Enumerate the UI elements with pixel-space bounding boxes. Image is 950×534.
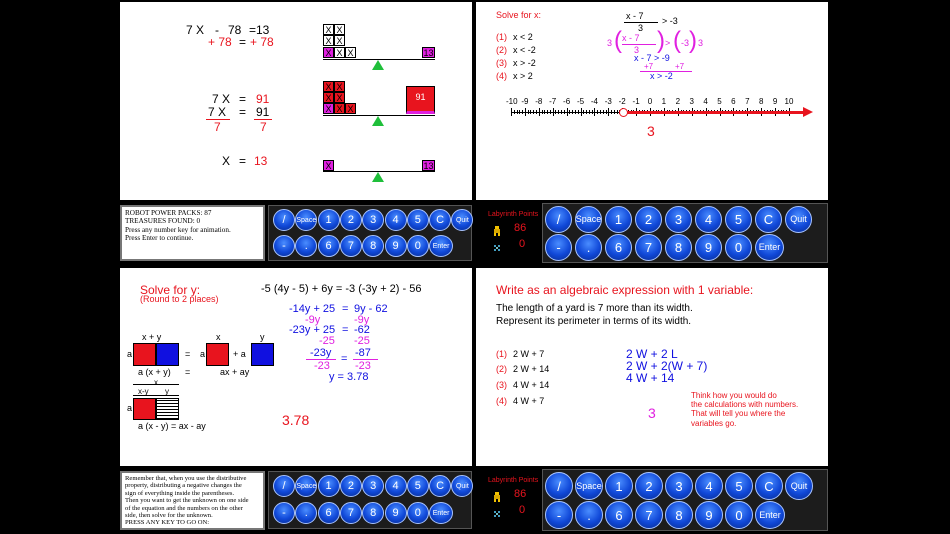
step5-rnum: -87	[355, 347, 371, 359]
key-6[interactable]: 6	[605, 501, 633, 529]
rect-y	[251, 343, 274, 366]
robot-icon	[493, 489, 501, 499]
robot-icon	[493, 223, 501, 233]
minus-key[interactable]: -	[545, 501, 573, 529]
key-7[interactable]: 7	[340, 502, 362, 524]
hint-text	[691, 391, 798, 428]
key-7[interactable]: 7	[340, 235, 362, 257]
work2-den: 3	[634, 45, 640, 55]
status-line: Remember that, when you use the distributive	[125, 475, 247, 482]
step5-lnum: -23y	[310, 347, 332, 359]
key-8[interactable]: 8	[362, 502, 384, 524]
fraction-bar	[622, 44, 656, 45]
option-number: (1)	[496, 349, 507, 359]
eq2-rhs: + 78	[250, 35, 274, 49]
x-block: X	[323, 103, 334, 114]
option-number: (3)	[496, 380, 507, 390]
key-5[interactable]: 5	[725, 472, 753, 500]
clear-key[interactable]: C	[429, 475, 451, 497]
work-fraction-num: x - 7	[626, 11, 644, 21]
status-line: Press Enter to continue.	[125, 234, 194, 243]
panel-distributive	[120, 268, 472, 466]
option-text: 4 W + 7	[513, 396, 545, 406]
panel-balance	[120, 2, 472, 200]
work2-num: x - 7	[622, 33, 640, 43]
enter-button[interactable]: Enter	[429, 235, 453, 257]
dimension-line	[133, 395, 179, 396]
status-line: ROBOT POWER PACKS: 87	[125, 209, 212, 217]
diag-plus-a: + a	[233, 349, 246, 359]
weight-13: 13	[423, 48, 434, 58]
work2-left: 3	[607, 38, 613, 48]
option-number: (3)	[496, 58, 507, 68]
weight-13: 13	[423, 161, 434, 171]
tick-label: 3	[689, 97, 694, 106]
step3-lhs: -23y + 25	[289, 324, 336, 336]
key-1[interactable]: 1	[318, 475, 340, 497]
diag-eq: =	[185, 349, 191, 359]
key-0[interactable]: 0	[725, 234, 752, 261]
eq3-equals: =	[239, 92, 247, 106]
diag-a: a	[127, 349, 133, 359]
panel-inequality	[476, 2, 828, 200]
diag-xmy: x-y	[138, 387, 149, 396]
dot-key[interactable]: .	[295, 502, 317, 524]
eq4-lhs: 7 X	[208, 105, 227, 119]
step1-lhs: -14y + 25	[289, 303, 336, 315]
weight-91	[406, 86, 435, 114]
x-block: X	[345, 103, 356, 114]
quit-button[interactable]: Quit	[785, 472, 813, 500]
q4-title: Write as an algebraic expression with 1 variable:	[496, 283, 754, 297]
work2-paren: (	[673, 27, 681, 54]
q4-prompt-1: The length of a yard is 7 more than its width.	[496, 303, 693, 314]
option-text: 2 W + 14	[513, 364, 550, 374]
minus-key[interactable]: -	[273, 235, 295, 257]
work-fraction-den: 3	[638, 23, 644, 33]
key-2[interactable]: 2	[635, 206, 662, 233]
key-6[interactable]: 6	[605, 234, 632, 261]
tick-label: 9	[772, 97, 778, 106]
option-text: x > 2	[513, 71, 533, 81]
key-4[interactable]: 4	[695, 206, 722, 233]
step4-rhs: -25	[354, 335, 370, 347]
key-3[interactable]: 3	[362, 475, 384, 497]
tick-label: 0	[647, 97, 653, 106]
key-1[interactable]: 1	[605, 472, 633, 500]
work2-paren: )	[689, 27, 697, 54]
step2-lhs: -9y	[305, 314, 321, 326]
clear-key[interactable]: C	[755, 472, 783, 500]
balance-fulcrum	[372, 116, 384, 126]
status-line: of the equation and the numbers on the other	[125, 504, 243, 512]
labyrinth-points-value: 86	[514, 222, 527, 234]
eq6-lhs: X	[222, 154, 231, 168]
x-block: X	[323, 35, 334, 46]
q3-answer: 3.78	[282, 412, 310, 428]
q2-answer: 3	[647, 123, 655, 139]
key-0[interactable]: 0	[407, 235, 429, 257]
key-4[interactable]: 4	[385, 475, 407, 497]
key-6[interactable]: 6	[318, 235, 340, 257]
option-text: x > -2	[513, 58, 536, 68]
key-4[interactable]: 4	[385, 209, 407, 231]
quit-button[interactable]: Quit	[451, 475, 473, 497]
eq2-equals: =	[239, 35, 247, 49]
eq6-equals: =	[239, 154, 247, 168]
work2-rhs: -3	[681, 38, 690, 48]
key-0[interactable]: 0	[725, 501, 753, 529]
dot-key[interactable]: .	[575, 234, 602, 261]
tick-label: 7	[745, 97, 750, 106]
labyrinth-gems-value: 0	[519, 238, 526, 250]
slash-key[interactable]: /	[273, 209, 295, 231]
quit-button[interactable]: Quit	[785, 206, 812, 233]
step6: y = 3.78	[329, 371, 369, 383]
labyrinth-gems-value: 0	[519, 504, 526, 516]
diag-cap2: ax + ay	[220, 367, 250, 377]
rect-removed-y	[156, 398, 179, 420]
key-9[interactable]: 9	[695, 501, 723, 529]
key-3[interactable]: 3	[362, 209, 384, 231]
diag-eq2: =	[185, 367, 191, 377]
key-7[interactable]: 7	[635, 501, 663, 529]
work2-right: 3	[698, 38, 704, 48]
work2-mid: >	[665, 38, 671, 48]
tick-label: 2	[675, 97, 681, 106]
gem-icon	[493, 239, 501, 247]
diag-cap1: a (x + y)	[138, 367, 171, 377]
step1-rhs: 9y - 62	[354, 303, 388, 315]
slash-key[interactable]: /	[273, 475, 295, 497]
diag-xy: x + y	[142, 332, 162, 342]
eq5-den-right: 7	[260, 120, 267, 134]
dimension-line	[133, 384, 179, 385]
x-block: X	[334, 35, 345, 46]
x-block: X	[334, 24, 345, 35]
x-block: X	[334, 81, 345, 92]
work5: x > -2	[650, 71, 673, 81]
option-number: (1)	[496, 32, 507, 42]
hint-line: the calculations with numbers.	[691, 400, 799, 410]
key-7[interactable]: 7	[635, 234, 662, 261]
labyrinth-points-label: Labyrinth Points	[488, 211, 539, 218]
step1-eq: =	[342, 303, 349, 315]
step5-rden: -23	[355, 360, 371, 372]
x-block: X	[323, 81, 334, 92]
slash-key[interactable]: /	[545, 206, 572, 233]
tick-label: 4	[703, 97, 708, 106]
step5-lden: -23	[314, 360, 330, 372]
tick-label: -3	[604, 97, 612, 106]
balance-fulcrum	[372, 60, 384, 70]
eq3-lhs: 7 X	[212, 92, 231, 106]
eq1-lhs: 7 X	[186, 23, 205, 37]
space-key[interactable]: Space	[575, 206, 602, 233]
key-3[interactable]: 3	[665, 472, 693, 500]
status-line: Press any number key for animation.	[125, 225, 231, 234]
keypad	[268, 205, 472, 261]
x-block: X	[345, 47, 356, 58]
key-2[interactable]: 2	[340, 475, 362, 497]
x-block: X	[334, 103, 345, 114]
x-block: X	[323, 24, 334, 35]
q3-equation: -5 (4y - 5) + 6y = -3 (-3y + 2) - 56	[261, 283, 422, 295]
key-4[interactable]: 4	[695, 472, 723, 500]
eq2-lhs: + 78	[208, 35, 232, 49]
key-5[interactable]: 5	[407, 475, 429, 497]
panel-expression	[476, 268, 828, 466]
clear-key[interactable]: C	[429, 209, 451, 231]
eq6-rhs: 13	[254, 154, 268, 168]
status-line: PRESS ANY KEY TO GO ON:	[125, 519, 210, 527]
work2-paren: )	[657, 27, 665, 54]
key-1[interactable]: 1	[605, 206, 632, 233]
tick-label: -7	[549, 97, 557, 106]
labyrinth-points-label: Labyrinth Points	[488, 477, 539, 484]
arrow-head	[803, 107, 813, 117]
labyrinth-status	[476, 205, 540, 261]
diag-x-label: x	[154, 378, 158, 387]
rect-x	[206, 343, 229, 366]
option-number: (4)	[496, 71, 507, 81]
quit-button[interactable]: Quit	[451, 209, 473, 231]
hint-line: Think how you would do	[691, 391, 777, 400]
key-8[interactable]: 8	[665, 501, 693, 529]
x-block: X	[323, 160, 334, 171]
tick-label: -10	[506, 97, 518, 106]
work3: x - 7 > -9	[634, 53, 670, 63]
key-9[interactable]: 9	[385, 235, 407, 257]
gem-icon	[493, 505, 501, 513]
tick-label: 8	[758, 97, 764, 106]
key-2[interactable]: 2	[635, 472, 663, 500]
status-line: property, distributing a negative changes the	[125, 482, 242, 490]
q2-title: Solve for x:	[496, 10, 542, 20]
key-5[interactable]: 5	[725, 206, 752, 233]
step4-lhs: -25	[319, 335, 335, 347]
status-box-robot	[120, 205, 265, 261]
diag-a: a	[127, 403, 133, 413]
tick-label: -1	[632, 97, 640, 106]
tick-label: -4	[590, 97, 598, 106]
step3-rhs: -62	[354, 324, 370, 336]
option-number: (2)	[496, 45, 507, 55]
option-text: x < -2	[513, 45, 536, 55]
option-text: x < 2	[513, 32, 533, 42]
enter-button[interactable]: Enter	[755, 234, 784, 261]
diag-y: y	[260, 332, 265, 342]
key-6[interactable]: 6	[318, 502, 340, 524]
weight-91-label: 91	[415, 92, 426, 102]
rect-x	[133, 343, 156, 366]
option-number: (4)	[496, 396, 507, 406]
space-key[interactable]: Space	[295, 209, 317, 231]
tick-label: -6	[563, 97, 571, 106]
rect-x-minus-y	[133, 398, 156, 420]
tick-label: -8	[535, 97, 543, 106]
number-line	[506, 97, 815, 124]
eq1-rhs: 13	[256, 23, 270, 37]
x-block: X	[334, 92, 345, 103]
solution-ray	[625, 111, 805, 114]
option-text: 2 W + 7	[513, 349, 545, 359]
q4-prompt-2: Represent its perimeter in terms of its width.	[496, 316, 692, 327]
option-text: 4 W + 14	[513, 380, 550, 390]
eq1-const: 78	[228, 23, 242, 37]
keypad	[268, 471, 472, 529]
work4-a: +7	[644, 62, 654, 71]
status-line: TREASURES FOUND: 0	[125, 217, 201, 226]
work-rhs: > -3	[662, 16, 678, 26]
x-block: X	[334, 47, 345, 58]
x-block: X	[323, 47, 334, 58]
work-line-3: 4 W + 14	[626, 371, 675, 385]
rect-y	[156, 343, 179, 366]
eq4-equals: =	[239, 105, 247, 119]
keypad	[542, 469, 828, 531]
step2-rhs: -9y	[354, 314, 370, 326]
enter-button[interactable]: Enter	[429, 502, 453, 524]
diag-a: a	[200, 349, 206, 359]
enter-button[interactable]: Enter	[755, 501, 785, 529]
status-box-hint	[120, 471, 265, 530]
key-9[interactable]: 9	[385, 502, 407, 524]
tick-label: -2	[618, 97, 626, 106]
dot-key[interactable]: .	[295, 235, 317, 257]
labyrinth-status	[476, 471, 540, 530]
status-line: sign of everything inside the parentheses.	[125, 489, 235, 497]
key-8[interactable]: 8	[362, 235, 384, 257]
status-line: side, then solve for the unknown.	[125, 511, 213, 519]
key-0[interactable]: 0	[407, 502, 429, 524]
minus-key[interactable]: -	[545, 234, 572, 261]
tick-label: -5	[576, 97, 585, 106]
key-3[interactable]: 3	[665, 206, 692, 233]
clear-key[interactable]: C	[755, 206, 782, 233]
tick-label: 5	[717, 97, 722, 106]
minus-key[interactable]: -	[273, 502, 295, 524]
key-5[interactable]: 5	[407, 209, 429, 231]
q4-answer: 3	[648, 405, 656, 421]
eq5-den-left: 7	[214, 120, 221, 134]
x-block: X	[323, 92, 334, 103]
key-2[interactable]: 2	[340, 209, 362, 231]
tick-label: -9	[521, 97, 529, 106]
tick-label: 1	[661, 97, 667, 106]
eq3-rhs: 91	[256, 92, 270, 106]
slash-key[interactable]: /	[545, 472, 573, 500]
diag-cap3: a (x - y) = ax - ay	[138, 421, 206, 431]
q3-subtitle: (Round to 2 places)	[140, 294, 219, 304]
hint-line: That will tell you where the	[691, 409, 786, 419]
step3-eq: =	[342, 324, 349, 336]
work-line-1: 2 W + 2 L	[626, 347, 678, 361]
space-key[interactable]: Space	[295, 475, 317, 497]
option-number: (2)	[496, 364, 507, 374]
balance-fulcrum	[372, 172, 384, 182]
dot-key[interactable]: .	[575, 501, 603, 529]
step5-eq: =	[341, 353, 348, 365]
eq1-op: -	[215, 23, 219, 37]
tick-label: 10	[784, 97, 794, 106]
hint-line: variables go.	[691, 418, 737, 428]
key-1[interactable]: 1	[318, 209, 340, 231]
status-line: Then you want to get the unknown on one side	[125, 497, 249, 505]
eq1-equals: =	[249, 23, 257, 37]
tick-label: 6	[731, 97, 736, 106]
work4-b: +7	[675, 62, 685, 71]
space-key[interactable]: Space	[575, 472, 603, 500]
open-circle	[619, 108, 628, 117]
work2-paren: (	[614, 27, 622, 54]
work-line-2: 2 W + 2(W + 7)	[626, 359, 708, 373]
q3-title: Solve for y:	[140, 283, 201, 297]
diag-y-label: y	[165, 387, 169, 396]
key-9[interactable]: 9	[695, 234, 722, 261]
labyrinth-points-value: 86	[514, 488, 527, 500]
keypad	[542, 203, 828, 263]
diag-x: x	[216, 332, 221, 342]
key-8[interactable]: 8	[665, 234, 692, 261]
eq4-rhs: 91	[256, 105, 270, 119]
